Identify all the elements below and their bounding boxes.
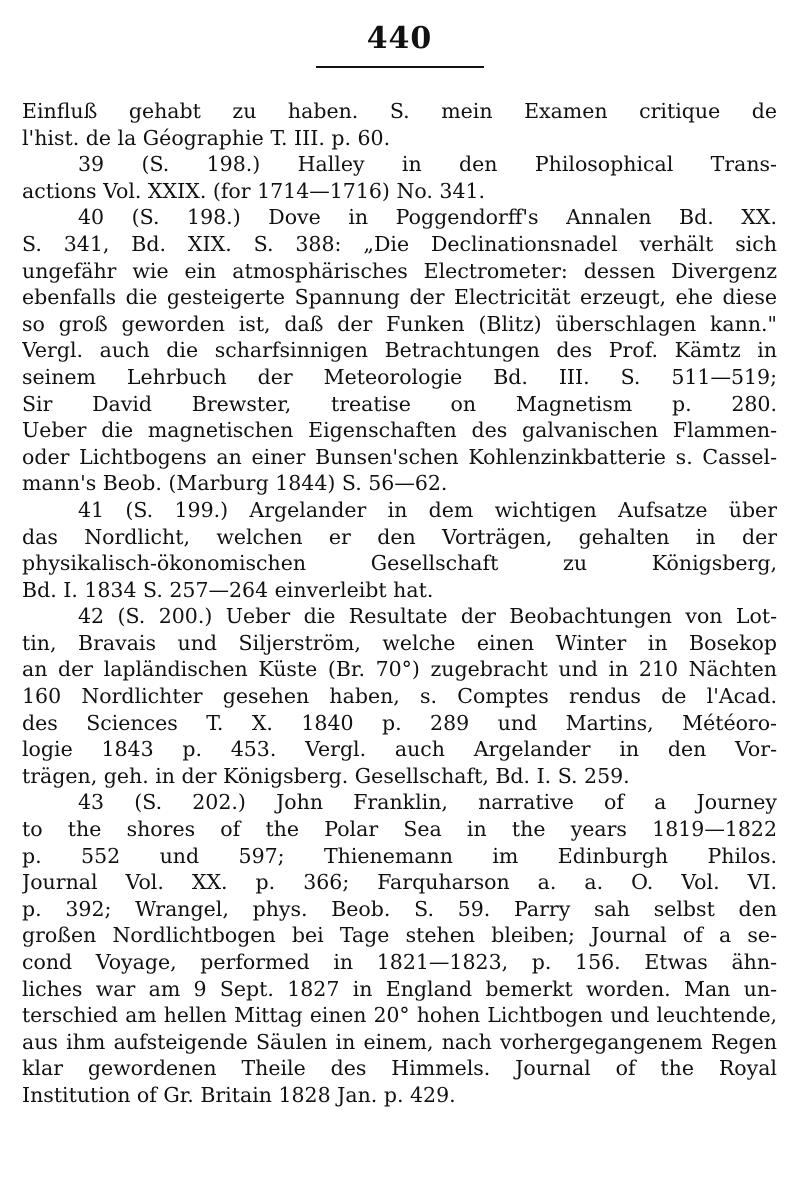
text-line: actions Vol. XXIX. (for 1714—1716) No. 341.	[22, 178, 486, 203]
text-line: ungefähr wie ein atmosphärisches Electrometer: dessen Divergenz	[22, 258, 777, 283]
text-line: 41 (S. 199.) Argelander in dem wichtigen Aufsatze über	[78, 497, 777, 522]
text-line: trägen, geh. in der Königsberg. Gesellschaft, Bd. I. S. 259.	[22, 763, 630, 788]
text-line: 160 Nordlichter gesehen haben, s. Comptes rendus de l'Acad.	[22, 684, 777, 709]
text-line: ebenfalls die gesteigerte Spannung der Electricität erzeugt, ehe diese	[22, 285, 777, 310]
text-line: Sir David Brewster, treatise on Magnetism p. 280.	[22, 391, 777, 416]
header-rule	[316, 66, 484, 68]
text-line: 43 (S. 202.) John Franklin, narrative of a Journey	[78, 790, 777, 815]
text-line: des Sciences T. X. 1840 p. 289 und Martins, Météoro-	[22, 710, 777, 735]
text-line: an der lapländischen Küste (Br. 70°) zugebracht und in 210 Nächten	[22, 657, 777, 682]
footnotes-block	[22, 98, 777, 1109]
text-line: aus ihm aufsteigende Säulen in einem, nach vorhergegangenem Regen	[22, 1029, 777, 1054]
text-line: 42 (S. 200.) Ueber die Resultate der Beobachtungen von Lot-	[78, 604, 777, 629]
text-line: das Nordlicht, welchen er den Vorträgen, gehalten in der	[22, 524, 777, 549]
text-line: tin, Bravais und Siljerström, welche einen Winter in Bosekop	[22, 630, 777, 655]
text-line: Bd. I. 1834 S. 257—264 einverleibt hat.	[22, 577, 434, 602]
text-line: seinem Lehrbuch der Meteorologie Bd. III. S. 511—519;	[22, 364, 777, 389]
text-line: so groß geworden ist, daß der Funken (Blitz) überschlagen kann."	[22, 311, 777, 336]
text-line: liches war am 9 Sept. 1827 in England bemerkt worden. Man un-	[22, 976, 777, 1001]
text-line: Ueber die magnetischen Eigenschaften des galvanischen Flammen-	[22, 418, 777, 443]
text-line: l'hist. de la Géographie T. III. p. 60.	[22, 125, 391, 150]
text-line: 40 (S. 198.) Dove in Poggendorff's Annalen Bd. XX.	[78, 205, 777, 230]
text-line: terschied am hellen Mittag einen 20° hohen Lichtbogen und leuchtende,	[22, 1003, 777, 1028]
text-line: Journal Vol. XX. p. 366; Farquharson a. a. O. Vol. VI.	[22, 870, 777, 895]
text-line: großen Nordlichtbogen bei Tage stehen bleiben; Journal of a se-	[22, 923, 777, 948]
text-line: mann's Beob. (Marburg 1844) S. 56—62.	[22, 471, 448, 496]
text-line: Einfluß gehabt zu haben. S. mein Examen critique de	[22, 99, 777, 123]
text-line: klar gewordenen Theile des Himmels. Journal of the Royal	[22, 1056, 777, 1081]
text-line: logie 1843 p. 453. Vergl. auch Argelander in den Vor-	[22, 737, 777, 762]
text-line: S. 341, Bd. XIX. S. 388: „Die Declinationsnadel verhält sich	[22, 231, 777, 256]
text-line: Vergl. auch die scharfsinnigen Betrachtungen des Prof. Kämtz in	[22, 338, 777, 363]
text-line: p. 392; Wrangel, phys. Beob. S. 59. Parry sah selbst den	[22, 896, 777, 921]
page-number: 440	[366, 21, 433, 56]
text-line: to the shores of the Polar Sea in the years 1819—1822	[22, 817, 777, 842]
text-line: physikalisch-ökonomischen Gesellschaft zu Königsberg,	[22, 551, 777, 576]
text-line: oder Lichtbogens an einer Bunsen'schen Kohlenzinkbatterie s. Cassel-	[22, 444, 777, 469]
text-line: 39 (S. 198.) Halley in den Philosophical Trans-	[78, 152, 777, 177]
text-line: p. 552 und 597; Thienemann im Edinburgh Philos.	[22, 843, 777, 868]
text-line: Institution of Gr. Britain 1828 Jan. p. 429.	[22, 1082, 456, 1107]
text-line: cond Voyage, performed in 1821—1823, p. 156. Etwas ähn-	[22, 950, 777, 974]
